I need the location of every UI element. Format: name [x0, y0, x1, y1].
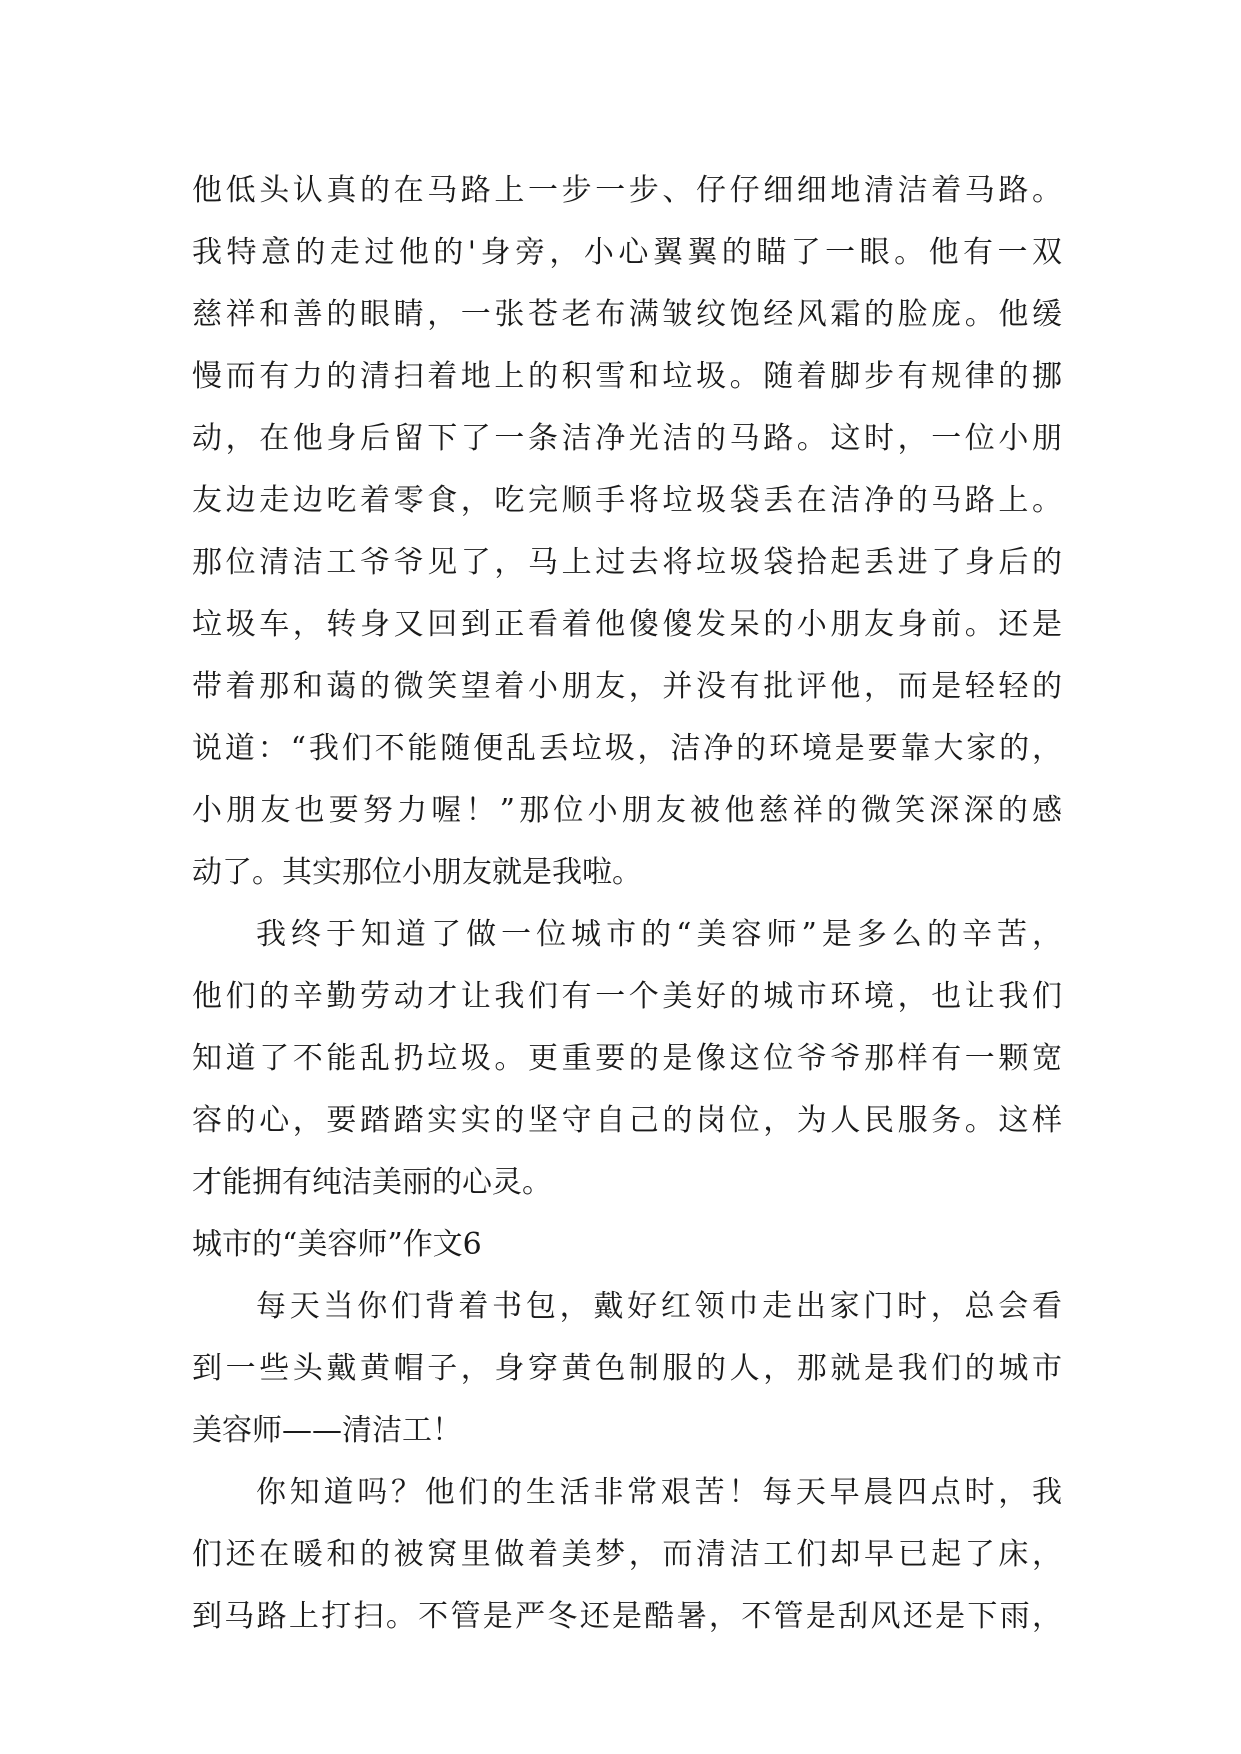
text-line: 动，在他身后留下了一条洁净光洁的马路。这时，一位小朋: [192, 421, 1062, 456]
text-line: 容的心，要踏踏实实的坚守自己的岗位，为人民服务。这样: [192, 1103, 1062, 1138]
text-line: 你知道吗？他们的生活非常艰苦！每天早晨四点时，我: [256, 1475, 1062, 1510]
text-line: 垃圾车，转身又回到正看着他傻傻发呆的小朋友身前。还是: [192, 607, 1062, 642]
text-line: 带着那和蔼的微笑望着小朋友，并没有批评他，而是轻轻的: [192, 669, 1062, 704]
paragraph: [192, 904, 1062, 1214]
text-line: 我特意的走过他的'身旁，小心翼翼的瞄了一眼。他有一双: [192, 235, 1062, 270]
text-line: 他们的辛勤劳动才让我们有一个美好的城市环境，也让我们: [192, 979, 1062, 1014]
text-line: 动了。其实那位小朋友就是我啦。: [192, 855, 642, 890]
text-line: 知道了不能乱扔垃圾。更重要的是像这位爷爷那样有一颗宽: [192, 1041, 1062, 1076]
heading-text: 城市的“美容师”作文6: [192, 1227, 482, 1262]
text-line: 慈祥和善的眼睛，一张苍老布满皱纹饱经风霜的脸庞。他缓: [192, 297, 1062, 332]
text-line: 他低头认真的在马路上一步一步、仔仔细细地清洁着马路。: [192, 173, 1062, 208]
text-line: 说道：“我们不能随便乱丢垃圾，洁净的环境是要靠大家的，: [192, 731, 1062, 766]
paragraph: [192, 1276, 1062, 1462]
text-line: 到马路上打扫。不管是严冬还是酷暑，不管是刮风还是下雨，: [192, 1599, 1062, 1634]
text-line: 小朋友也要努力喔！”那位小朋友被他慈祥的微笑深深的感: [192, 793, 1062, 828]
paragraph: [192, 160, 1062, 904]
text-line: 到一些头戴黄帽子，身穿黄色制服的人，那就是我们的城市: [192, 1351, 1062, 1386]
text-line: 我终于知道了做一位城市的“美容师”是多么的辛苦，: [256, 917, 1062, 952]
text-line: 友边走边吃着零食，吃完顺手将垃圾袋丢在洁净的马路上。: [192, 483, 1062, 518]
text-line: 才能拥有纯洁美丽的心灵。: [192, 1165, 552, 1200]
text-line: 每天当你们背着书包，戴好红领巾走出家门时，总会看: [256, 1289, 1062, 1324]
text-line: 美容师——清洁工！: [192, 1413, 462, 1448]
text-line: 那位清洁工爷爷见了，马上过去将垃圾袋拾起丢进了身后的: [192, 545, 1062, 580]
paragraph: [192, 1462, 1062, 1648]
text-line: 们还在暖和的被窝里做着美梦，而清洁工们却早已起了床，: [192, 1537, 1062, 1572]
document-body: [192, 160, 1062, 1648]
text-line: 慢而有力的清扫着地上的积雪和垃圾。随着脚步有规律的挪: [192, 359, 1062, 394]
section-heading: [192, 1214, 1062, 1276]
